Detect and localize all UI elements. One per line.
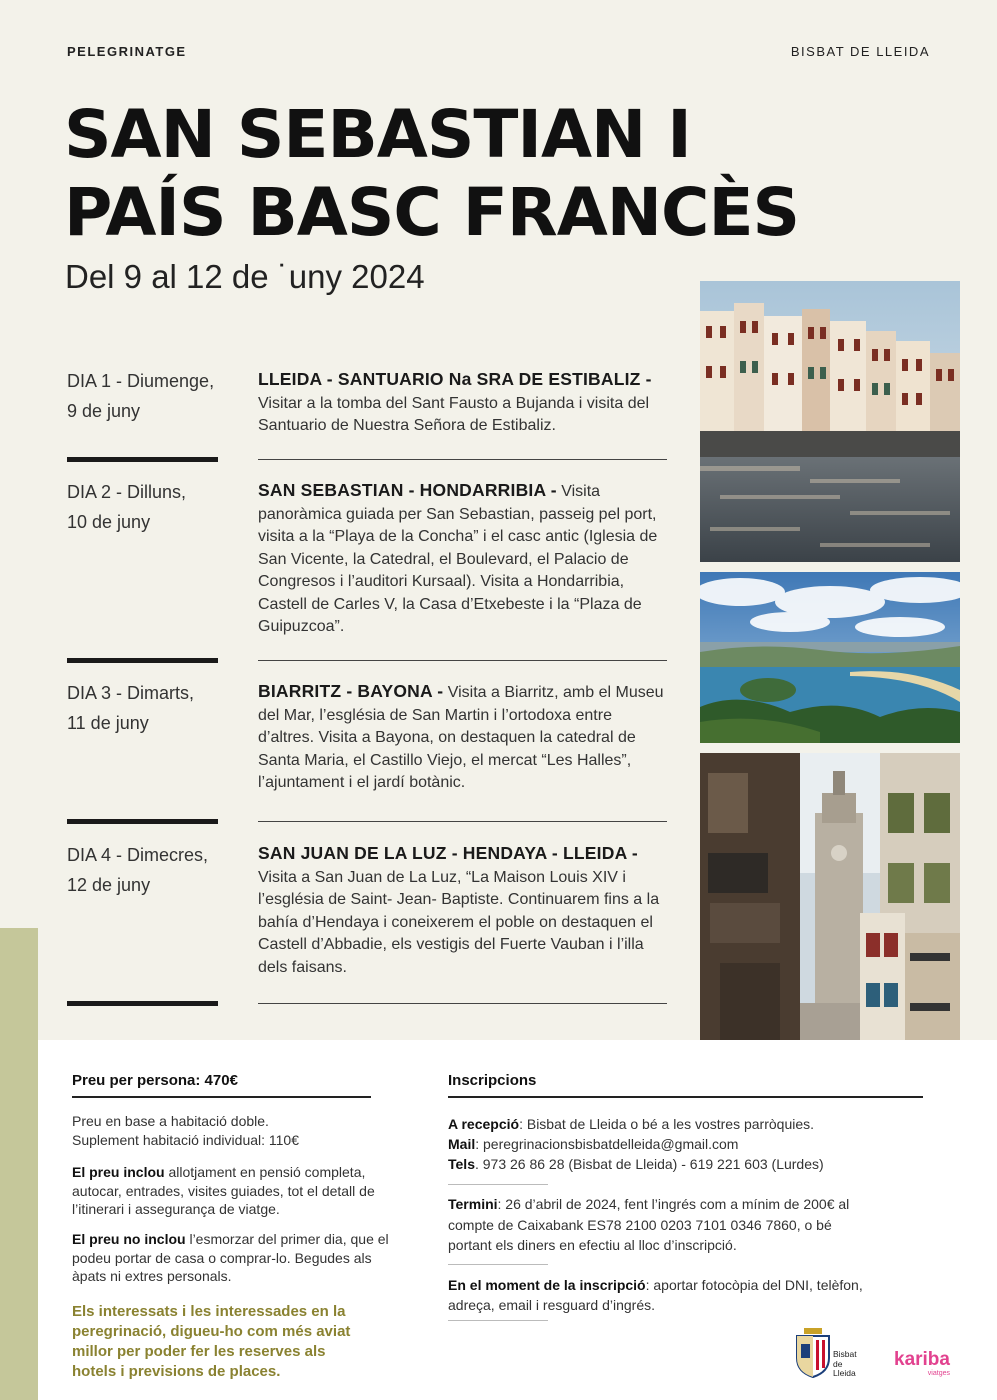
day-3-route: BIARRITZ - BAYONA - [258, 681, 444, 701]
bisbat-shield-icon [795, 1328, 831, 1378]
day-1-label [67, 366, 237, 426]
day-4-label [67, 840, 237, 900]
bisbat-logo-line-2: de [833, 1358, 843, 1369]
separator [448, 1320, 548, 1321]
deadline-label: Termini [448, 1196, 498, 1212]
divider-thin [258, 660, 667, 661]
kicker-label: PELEGRINATGE [67, 44, 187, 59]
registration-reception [448, 1114, 918, 1134]
price-excludes-text: l’esmorzar del primer dia, que el podeu portar de casa o comprar-lo. Begudes als àpats ni extres personals. [72, 1231, 389, 1284]
kariba-logo-sub: viatges [927, 1370, 950, 1377]
day-1-route: LLEIDA - SANTUARIO Na SRA DE ESTIBALIZ - [258, 369, 652, 389]
registration-mail [448, 1134, 918, 1154]
mail-text: : peregrinacionsbisbatdelleida@gmail.com [475, 1136, 739, 1152]
day-4-text: Visita a San Juan de La Luz, “La Maison Louis XIV i l’església de Saint- Jean- Baptiste. Continuarem fins a la bahía d’Hendaya i coneixerem el poble on destaquen el Castell d’Abbadie, els vestigis del Fuerte Vauban i l’illa dels faisans. [258, 868, 660, 976]
moment-text: : aportar fotocòpia del DNI, telèfon, adreça, email i resguard d’ingrés. [448, 1277, 863, 1313]
day-1-date: 9 de juny [67, 401, 141, 421]
price-base [72, 1112, 392, 1149]
tels-text: . 973 26 86 28 (Bisbat de Lleida) - 619 221 603 (Lurdes) [474, 1156, 824, 1172]
day-4-route: SAN JUAN DE LA LUZ - HENDAYA - LLEIDA - [258, 843, 638, 863]
day-2-date: 10 de juny [67, 512, 151, 532]
page-title [64, 96, 799, 252]
reception-text: : Bisbat de Lleida o bé a les vostres parròquies. [519, 1116, 815, 1132]
photo-bay-view [700, 572, 960, 743]
reception-label: A recepció [448, 1116, 520, 1132]
divider-thick [67, 819, 218, 824]
kariba-logo-name: kariba [894, 1349, 950, 1370]
divider-thin [258, 1003, 667, 1004]
registration-heading: Inscripcions [448, 1072, 537, 1089]
separator [448, 1264, 548, 1265]
title-line-2: PAÍS BASC FRANCÈS [64, 174, 800, 251]
price-excludes-label: El preu no inclou [72, 1231, 186, 1247]
registration-deadline [448, 1194, 868, 1256]
registration-contacts [448, 1114, 918, 1174]
call-to-action: Els interessats i les interessades en la peregrinació, digueu-ho com més aviat millor per poder fer les reserves als hotels i previsions de places. [72, 1303, 351, 1380]
day-3-text: Visita a Biarritz, amb el Museu del Mar, l’església de San Martin i l’ortodoxa entre d’altres. Visita a Bayona, on destaquen la catedral de Santa Maria, el Castillo Viejo, el mercat “Les Halles”, l’ajuntament i el jardí botànic. [258, 684, 664, 791]
divider-thin [258, 821, 667, 822]
divider-thick [67, 457, 218, 462]
price-includes-text: allotjament en pensió completa, autocar, entrades, visites guiades, tot el detall de l’itinerari i assegurança de viatge. [72, 1164, 375, 1217]
bisbat-logo-line-3: Lleida [833, 1368, 856, 1378]
price-supplement-line: Suplement habitació individual: 110€ [72, 1131, 300, 1148]
day-3-weekday: DIA 3 - Dimarts, [67, 683, 195, 703]
moment-label: En el moment de la inscripció [448, 1277, 646, 1293]
price-includes [72, 1163, 392, 1219]
separator [448, 1184, 548, 1185]
organization-label: BISBAT DE LLEIDA [790, 44, 930, 59]
price-base-line: Preu en base a habitació doble. [72, 1113, 269, 1129]
day-1-weekday: DIA 1 - Diumenge, [67, 371, 215, 391]
day-2-route: SAN SEBASTIAN - HONDARRIBIA - [258, 480, 557, 500]
registration-documents [448, 1275, 898, 1315]
day-2-description [258, 479, 668, 639]
day-3-label [67, 678, 237, 738]
registration-heading-rule [448, 1096, 923, 1098]
photo-old-town-street [700, 753, 960, 1062]
registration-phones [448, 1154, 918, 1174]
kariba-logo [894, 1350, 950, 1378]
bisbat-logo-line-1: Bisbat [833, 1349, 857, 1359]
accent-bar [0, 928, 38, 1400]
day-2-label [67, 477, 237, 537]
day-3-date: 11 de juny [67, 713, 149, 733]
day-2-weekday: DIA 2 - Dilluns, [67, 482, 187, 502]
day-1-description [258, 368, 668, 438]
price-heading: Preu per persona: 470€ [72, 1072, 238, 1089]
title-line-1: SAN SEBASTIAN I [64, 96, 691, 173]
day-2-text: Visita panoràmica guiada per San Sebastian, passeig pel port, visita a la “Playa de la Concha” i el casc antic (Iglesia de San Vicente, la Catedral, el Boulevard, el Palacio de Congresos i l’auditori Kursaal). Visita a Hondarribia, Castell de Carles V, la Casa d’Etxebeste i la “Plaza de Guipuzcoa”. [258, 483, 658, 635]
mail-label: Mail [448, 1136, 476, 1152]
divider-thick [67, 658, 218, 663]
bisbat-logo-text [833, 1350, 857, 1379]
tels-label: Tels [448, 1156, 475, 1172]
day-3-description [258, 680, 668, 795]
trip-dates: Del 9 al 12 de ˙uny 2024 [65, 258, 425, 295]
day-4-date: 12 de juny [67, 875, 151, 895]
divider-thin [258, 459, 667, 460]
price-includes-label: El preu inclou [72, 1164, 165, 1180]
day-1-text: Visitar a la tomba del Sant Fausto a Bujanda i visita del Santuario de Nuestra Señora de Estibaliz. [258, 394, 650, 434]
divider-thick [67, 1001, 218, 1006]
photo-riverside-houses [700, 281, 960, 562]
price-heading-rule [72, 1096, 371, 1098]
day-4-weekday: DIA 4 - Dimecres, [67, 845, 209, 865]
day-4-description [258, 842, 668, 979]
deadline-text: : 26 d’abril de 2024, fent l’ingrés com a mínim de 200€ al compte de Caixabank ES78 2100 0203 7101 0346 7860, o bé portant els diners en efectiu al lloc d’inscripció. [448, 1196, 850, 1253]
price-excludes [72, 1230, 392, 1286]
